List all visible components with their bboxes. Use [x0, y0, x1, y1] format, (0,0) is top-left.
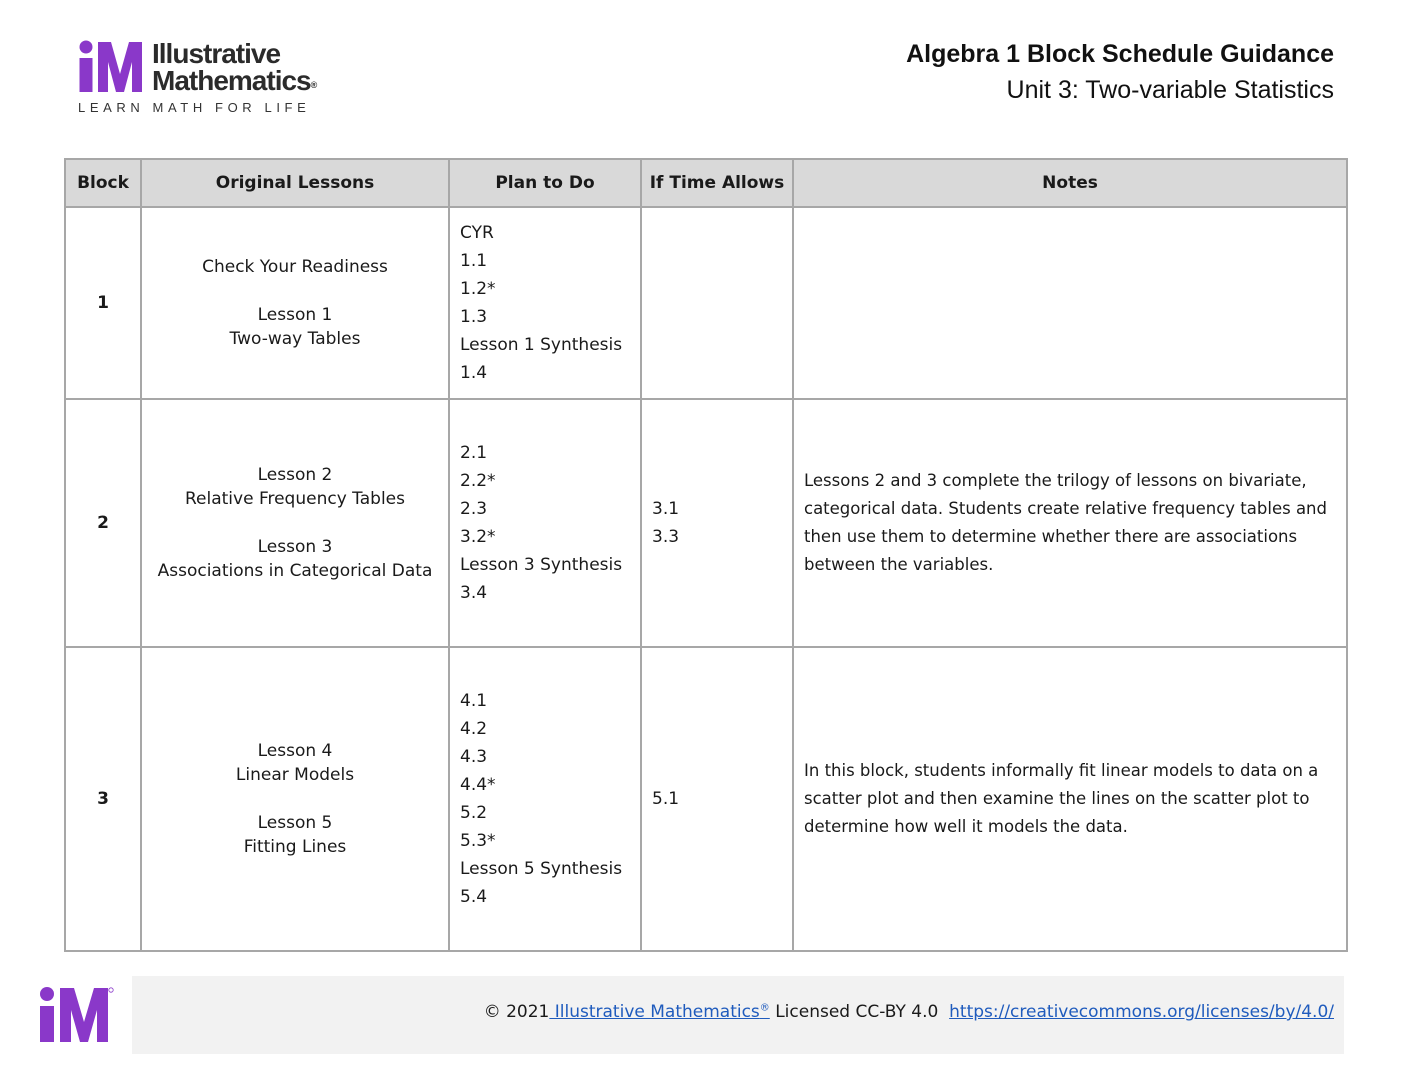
original-lessons-cell	[141, 207, 449, 399]
plan-item: 3.4	[460, 583, 488, 603]
time-allows-item: 3.1	[652, 499, 680, 519]
plan-item: 4.4*	[460, 775, 496, 795]
plan-item: 4.1	[460, 691, 488, 711]
header-notes: Notes	[793, 159, 1347, 207]
plan-item: 1.2*	[460, 279, 496, 299]
header-original-lessons: Original Lessons	[141, 159, 449, 207]
logo-wordmark	[152, 40, 317, 99]
original-lesson-line: Lesson 4	[257, 741, 333, 761]
plan-item: 2.3	[460, 499, 488, 519]
block-number: 2	[65, 399, 141, 647]
logo-line2: Mathematics	[152, 65, 311, 96]
plan-item: Lesson 1 Synthesis	[460, 335, 623, 355]
plan-to-do-cell	[449, 399, 641, 647]
original-lesson-line: Fitting Lines	[243, 837, 347, 857]
notes-cell: Lessons 2 and 3 complete the trilogy of lessons on bivariate, categorical data. Students create relative frequency tables and then use them to determine whether there are associations between the variables.	[793, 399, 1347, 647]
header-block: Block	[65, 159, 141, 207]
plan-to-do-cell	[449, 647, 641, 951]
notes-cell	[793, 207, 1347, 399]
notes-cell: In this block, students informally fit linear models to data on a scatter plot and then examine the lines on the scatter plot to determine how well it models the data.	[793, 647, 1347, 951]
if-time-allows-cell	[641, 399, 793, 647]
plan-item: 4.2	[460, 719, 488, 739]
if-time-allows-cell	[641, 647, 793, 951]
im-logo	[78, 40, 348, 120]
original-lesson-line: Linear Models	[235, 765, 355, 785]
block-number: 1	[65, 207, 141, 399]
original-lesson-line: Lesson 1	[257, 305, 333, 325]
original-lesson-line: Check Your Readiness	[202, 257, 388, 277]
header-plan-to-do: Plan to Do	[449, 159, 641, 207]
if-time-allows-cell	[641, 207, 793, 399]
plan-item: CYR	[460, 223, 494, 243]
copyright-text: © 2021	[483, 1002, 550, 1022]
plan-item: 2.2*	[460, 471, 496, 491]
document-subtitle: Unit 3: Two-variable Statistics	[1006, 76, 1334, 104]
document-title: Algebra 1 Block Schedule Guidance	[906, 40, 1334, 68]
original-lesson-line: Lesson 5	[257, 813, 333, 833]
plan-item: 1.4	[460, 363, 488, 383]
im-footer-logo-icon	[38, 986, 114, 1044]
block-number: 3	[65, 647, 141, 951]
original-lesson-line: Two-way Tables	[229, 329, 361, 349]
plan-item: Lesson 5 Synthesis	[460, 859, 623, 879]
plan-to-do-cell	[449, 207, 641, 399]
time-allows-item: 3.3	[652, 527, 680, 547]
footer-license-text	[484, 1002, 1334, 1022]
footer-bar	[132, 976, 1344, 1054]
table-row	[65, 399, 1347, 647]
logo-reg-mark: ®	[310, 80, 318, 90]
plan-item: 1.3	[460, 307, 488, 327]
table-header-row	[65, 159, 1347, 207]
block-schedule-table	[64, 158, 1348, 952]
plan-item: 1.1	[460, 251, 488, 271]
document-title-block	[906, 38, 1334, 110]
plan-item: 4.3	[460, 747, 488, 767]
time-allows-item: 5.1	[652, 789, 680, 809]
table-row	[65, 647, 1347, 951]
original-lessons-cell	[141, 399, 449, 647]
plan-item: 5.4	[460, 887, 488, 907]
cc-license-link[interactable]: https://creativecommons.org/licenses/by/4.0/	[949, 1002, 1334, 1022]
original-lesson-line: Lesson 2	[257, 465, 333, 485]
table-row	[65, 207, 1347, 399]
plan-item: 2.1	[460, 443, 488, 463]
license-text: Licensed CC-BY 4.0	[769, 1002, 950, 1022]
plan-item: 5.3*	[460, 831, 496, 851]
logo-line1: Illustrative	[152, 38, 281, 69]
original-lesson-line: Associations in Categorical Data	[157, 561, 433, 581]
header-if-time-allows: If Time Allows	[641, 159, 793, 207]
plan-item: Lesson 3 Synthesis	[460, 555, 623, 575]
original-lesson-line: Lesson 3	[257, 537, 333, 557]
im-logo-mark-icon	[78, 40, 142, 94]
original-lessons-cell	[141, 647, 449, 951]
logo-tagline: LEARN MATH FOR LIFE	[78, 100, 311, 115]
original-lesson-line: Relative Frequency Tables	[184, 489, 405, 509]
plan-item: 3.2*	[460, 527, 496, 547]
illustrative-mathematics-link[interactable]: Illustrative Mathematics®	[549, 1002, 770, 1022]
plan-item: 5.2	[460, 803, 488, 823]
